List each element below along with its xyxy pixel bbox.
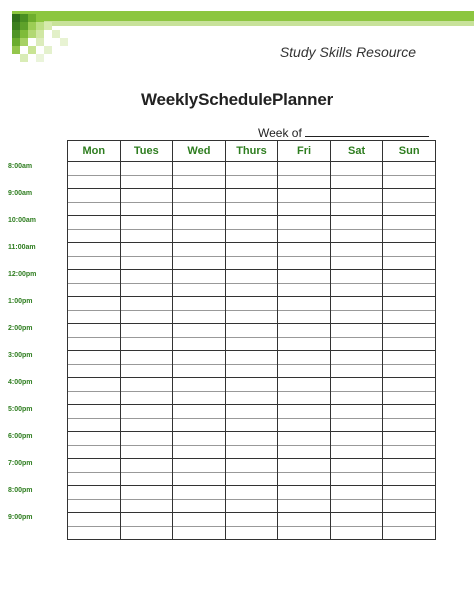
schedule-cell[interactable]: [68, 526, 121, 540]
time-slot-row: [68, 229, 436, 243]
schedule-cell[interactable]: [330, 486, 383, 500]
mosaic-square: [12, 38, 20, 46]
mosaic-square: [12, 46, 20, 54]
schedule-cell[interactable]: [278, 162, 331, 176]
schedule-cell[interactable]: [383, 256, 436, 270]
schedule-cell[interactable]: [330, 283, 383, 297]
time-slot-row: [68, 283, 436, 297]
schedule-cell[interactable]: [278, 337, 331, 351]
time-slot-row: [68, 405, 436, 419]
schedule-cell[interactable]: [68, 364, 121, 378]
schedule-cell[interactable]: [68, 378, 121, 392]
schedule-cell[interactable]: [383, 351, 436, 365]
schedule-cell[interactable]: [120, 337, 173, 351]
schedule-cell[interactable]: [120, 499, 173, 513]
day-header-tues: Tues: [120, 141, 173, 162]
schedule-cell[interactable]: [173, 391, 226, 405]
time-slot-row: [68, 202, 436, 216]
schedule-cell[interactable]: [383, 472, 436, 486]
time-slot-row: [68, 378, 436, 392]
time-label: 8:00pm: [8, 487, 33, 494]
schedule-cell[interactable]: [120, 418, 173, 432]
schedule-cell[interactable]: [278, 513, 331, 527]
time-slot-row: [68, 432, 436, 446]
time-label: 12:00pm: [8, 271, 37, 278]
schedule-cell[interactable]: [68, 256, 121, 270]
time-slot-row: [68, 391, 436, 405]
schedule-cell[interactable]: [225, 513, 278, 527]
schedule-cell[interactable]: [120, 432, 173, 446]
schedule-cell[interactable]: [68, 418, 121, 432]
schedule-cell[interactable]: [278, 445, 331, 459]
time-label: 7:00pm: [8, 460, 33, 467]
schedule-cell[interactable]: [173, 513, 226, 527]
schedule-cell[interactable]: [173, 472, 226, 486]
schedule-cell[interactable]: [173, 432, 226, 446]
schedule-cell[interactable]: [278, 310, 331, 324]
schedule-cell[interactable]: [278, 391, 331, 405]
week-of-label: Week of: [258, 126, 302, 140]
schedule-cell[interactable]: [330, 526, 383, 540]
schedule-cell[interactable]: [120, 391, 173, 405]
schedule-cell[interactable]: [173, 297, 226, 311]
schedule-cell[interactable]: [278, 418, 331, 432]
schedule-cell[interactable]: [173, 283, 226, 297]
schedule-cell[interactable]: [120, 459, 173, 473]
schedule-cell[interactable]: [120, 324, 173, 338]
schedule-cell[interactable]: [68, 499, 121, 513]
mosaic-square: [12, 30, 20, 38]
schedule-cell[interactable]: [120, 162, 173, 176]
schedule-cell[interactable]: [173, 189, 226, 203]
schedule-cell[interactable]: [120, 175, 173, 189]
schedule-cell[interactable]: [383, 216, 436, 230]
schedule-cell[interactable]: [383, 432, 436, 446]
schedule-cell[interactable]: [68, 472, 121, 486]
schedule-cell[interactable]: [120, 243, 173, 257]
schedule-cell[interactable]: [68, 459, 121, 473]
time-slot-row: [68, 486, 436, 500]
time-slot-row: [68, 270, 436, 284]
schedule-cell[interactable]: [330, 405, 383, 419]
schedule-cell[interactable]: [278, 229, 331, 243]
time-label: 5:00pm: [8, 406, 33, 413]
schedule-cell[interactable]: [383, 364, 436, 378]
schedule-cell[interactable]: [330, 364, 383, 378]
schedule-cell[interactable]: [225, 216, 278, 230]
schedule-cell[interactable]: [173, 256, 226, 270]
schedule-cell[interactable]: [68, 270, 121, 284]
schedule-cell[interactable]: [68, 175, 121, 189]
schedule-cell[interactable]: [278, 270, 331, 284]
schedule-cell[interactable]: [383, 310, 436, 324]
schedule-cell[interactable]: [383, 445, 436, 459]
schedule-cell[interactable]: [383, 324, 436, 338]
schedule-cell[interactable]: [383, 175, 436, 189]
schedule-cell[interactable]: [68, 432, 121, 446]
schedule-cell[interactable]: [225, 337, 278, 351]
schedule-cell[interactable]: [173, 175, 226, 189]
schedule-cell[interactable]: [330, 243, 383, 257]
schedule-cell[interactable]: [225, 391, 278, 405]
schedule-cell[interactable]: [225, 486, 278, 500]
schedule-cell[interactable]: [225, 310, 278, 324]
schedule-cell[interactable]: [68, 486, 121, 500]
schedule-cell[interactable]: [68, 324, 121, 338]
schedule-cell[interactable]: [383, 162, 436, 176]
schedule-cell[interactable]: [278, 459, 331, 473]
schedule-cell[interactable]: [225, 405, 278, 419]
time-label: 4:00pm: [8, 379, 33, 386]
schedule-cell[interactable]: [330, 256, 383, 270]
time-slot-row: [68, 351, 436, 365]
schedule-cell[interactable]: [330, 175, 383, 189]
schedule-cell[interactable]: [225, 243, 278, 257]
schedule-cell[interactable]: [173, 351, 226, 365]
schedule-cell[interactable]: [173, 310, 226, 324]
mosaic-square: [20, 54, 28, 62]
time-slot-row: [68, 216, 436, 230]
schedule-cell[interactable]: [68, 189, 121, 203]
schedule-cell[interactable]: [68, 513, 121, 527]
schedule-cell[interactable]: [173, 405, 226, 419]
day-header-thurs: Thurs: [225, 141, 278, 162]
schedule-cell[interactable]: [173, 364, 226, 378]
mosaic-square: [60, 38, 68, 46]
schedule-cell[interactable]: [278, 364, 331, 378]
schedule-cell[interactable]: [225, 499, 278, 513]
mosaic-square: [44, 22, 52, 30]
schedule-cell[interactable]: [68, 243, 121, 257]
schedule-cell[interactable]: [330, 337, 383, 351]
schedule-cell[interactable]: [68, 337, 121, 351]
schedule-cell[interactable]: [278, 189, 331, 203]
schedule-cell[interactable]: [330, 324, 383, 338]
schedule-cell[interactable]: [173, 337, 226, 351]
schedule-cell[interactable]: [383, 513, 436, 527]
day-header-row: [68, 141, 436, 162]
mosaic-square: [12, 14, 20, 22]
schedule-cell[interactable]: [173, 229, 226, 243]
time-label: 11:00am: [8, 244, 36, 251]
schedule-cell[interactable]: [225, 364, 278, 378]
schedule-cell[interactable]: [383, 202, 436, 216]
schedule-cell[interactable]: [278, 351, 331, 365]
mosaic-square: [52, 30, 60, 38]
schedule-cell[interactable]: [278, 283, 331, 297]
schedule-cell[interactable]: [173, 162, 226, 176]
time-slot-row: [68, 472, 436, 486]
schedule-cell[interactable]: [173, 418, 226, 432]
schedule-cell[interactable]: [120, 472, 173, 486]
time-label: 6:00pm: [8, 433, 33, 440]
schedule-cell[interactable]: [330, 162, 383, 176]
time-slot-row: [68, 189, 436, 203]
schedule-cell[interactable]: [278, 243, 331, 257]
schedule-cell[interactable]: [120, 297, 173, 311]
schedule-cell[interactable]: [68, 391, 121, 405]
schedule-cell[interactable]: [120, 526, 173, 540]
schedule-grid: [67, 140, 436, 540]
time-label: 10:00am: [8, 217, 37, 224]
schedule-cell[interactable]: [173, 459, 226, 473]
schedule-cell[interactable]: [120, 283, 173, 297]
schedule-cell[interactable]: [383, 459, 436, 473]
mosaic-square: [44, 46, 52, 54]
schedule-cell[interactable]: [383, 270, 436, 284]
schedule-cell[interactable]: [383, 526, 436, 540]
schedule-cell[interactable]: [120, 270, 173, 284]
schedule-cell[interactable]: [383, 391, 436, 405]
mosaic-square: [20, 14, 28, 22]
schedule-cell[interactable]: [173, 324, 226, 338]
schedule-cell[interactable]: [278, 432, 331, 446]
time-label: 1:00pm: [8, 298, 33, 305]
schedule-cell[interactable]: [383, 337, 436, 351]
schedule-cell[interactable]: [120, 256, 173, 270]
time-slot-row: [68, 297, 436, 311]
mosaic-square: [36, 22, 44, 30]
schedule-cell[interactable]: [225, 445, 278, 459]
mosaic-square: [36, 14, 44, 22]
time-slot-row: [68, 256, 436, 270]
schedule-cell[interactable]: [383, 486, 436, 500]
time-slot-row: [68, 243, 436, 257]
schedule-cell[interactable]: [383, 243, 436, 257]
time-label: 8:00am: [8, 163, 33, 170]
schedule-cell[interactable]: [330, 391, 383, 405]
mosaic-square: [20, 22, 28, 30]
time-slot-row: [68, 162, 436, 176]
day-header-sat: Sat: [330, 141, 383, 162]
schedule-cell[interactable]: [225, 324, 278, 338]
schedule-cell[interactable]: [120, 216, 173, 230]
schedule-cell[interactable]: [225, 162, 278, 176]
schedule-cell[interactable]: [330, 459, 383, 473]
schedule-cell[interactable]: [173, 378, 226, 392]
schedule-cell[interactable]: [225, 175, 278, 189]
schedule-cell[interactable]: [225, 189, 278, 203]
schedule-cell[interactable]: [68, 229, 121, 243]
schedule-cell[interactable]: [120, 513, 173, 527]
schedule-cell[interactable]: [383, 229, 436, 243]
schedule-cell[interactable]: [225, 270, 278, 284]
time-slot-row: [68, 526, 436, 540]
schedule-cell[interactable]: [330, 189, 383, 203]
schedule-cell[interactable]: [278, 324, 331, 338]
day-header-wed: Wed: [173, 141, 226, 162]
time-label: 9:00am: [8, 190, 33, 197]
time-label: 2:00pm: [8, 325, 33, 332]
time-slot-row: [68, 499, 436, 513]
mosaic-square: [36, 54, 44, 62]
schedule-cell[interactable]: [173, 243, 226, 257]
schedule-cell[interactable]: [330, 472, 383, 486]
page-title: WeeklySchedulePlanner: [140, 90, 333, 109]
schedule-cell[interactable]: [225, 256, 278, 270]
time-slot-row: [68, 337, 436, 351]
schedule-cell[interactable]: [173, 486, 226, 500]
day-header-fri: Fri: [278, 141, 331, 162]
time-label: 9:00pm: [8, 514, 33, 521]
schedule-cell[interactable]: [225, 229, 278, 243]
schedule-cell[interactable]: [330, 202, 383, 216]
schedule-cell[interactable]: [278, 472, 331, 486]
schedule-cell[interactable]: [225, 418, 278, 432]
day-header-sun: Sun: [383, 141, 436, 162]
schedule-cell[interactable]: [330, 229, 383, 243]
schedule-cell[interactable]: [173, 270, 226, 284]
day-header-mon: Mon: [68, 141, 121, 162]
schedule-cell[interactable]: [120, 310, 173, 324]
mosaic-square: [36, 30, 44, 38]
time-slot-row: [68, 364, 436, 378]
schedule-cell[interactable]: [68, 162, 121, 176]
schedule-cell[interactable]: [225, 432, 278, 446]
time-label: 3:00pm: [8, 352, 33, 359]
schedule-cell[interactable]: [330, 297, 383, 311]
schedule-cell[interactable]: [68, 297, 121, 311]
schedule-cell[interactable]: [120, 189, 173, 203]
schedule-cell[interactable]: [173, 445, 226, 459]
week-of-field[interactable]: [258, 125, 429, 140]
mosaic-square: [36, 38, 44, 46]
schedule-cell[interactable]: [225, 526, 278, 540]
time-slot-row: [68, 445, 436, 459]
schedule-cell[interactable]: [68, 216, 121, 230]
schedule-cell[interactable]: [225, 283, 278, 297]
mosaic-square: [12, 22, 20, 30]
time-slot-row: [68, 459, 436, 473]
header-mosaic-decoration: [12, 14, 92, 70]
schedule-cell[interactable]: [68, 405, 121, 419]
schedule-cell[interactable]: [68, 283, 121, 297]
schedule-cell[interactable]: [120, 378, 173, 392]
schedule-cell[interactable]: [278, 256, 331, 270]
schedule-cell[interactable]: [278, 499, 331, 513]
schedule-cell[interactable]: [120, 229, 173, 243]
schedule-cell[interactable]: [173, 499, 226, 513]
schedule-cell[interactable]: [225, 202, 278, 216]
schedule-cell[interactable]: [225, 459, 278, 473]
schedule-cell[interactable]: [278, 378, 331, 392]
schedule-cell[interactable]: [68, 351, 121, 365]
schedule-cell[interactable]: [278, 216, 331, 230]
schedule-cell[interactable]: [383, 283, 436, 297]
schedule-cell[interactable]: [330, 378, 383, 392]
schedule-cell[interactable]: [330, 513, 383, 527]
schedule-cell[interactable]: [330, 216, 383, 230]
schedule-cell[interactable]: [173, 216, 226, 230]
schedule-cell[interactable]: [68, 445, 121, 459]
schedule-cell[interactable]: [173, 202, 226, 216]
schedule-cell[interactable]: [330, 351, 383, 365]
schedule-cell[interactable]: [225, 297, 278, 311]
mosaic-square: [28, 30, 36, 38]
schedule-cell[interactable]: [120, 351, 173, 365]
schedule-cell[interactable]: [383, 189, 436, 203]
mosaic-square: [20, 38, 28, 46]
schedule-cell[interactable]: [120, 486, 173, 500]
schedule-cell[interactable]: [120, 364, 173, 378]
schedule-cell[interactable]: [278, 526, 331, 540]
schedule-cell[interactable]: [330, 499, 383, 513]
time-slot-row: [68, 310, 436, 324]
schedule-cell[interactable]: [120, 405, 173, 419]
mosaic-square: [28, 22, 36, 30]
schedule-cell[interactable]: [120, 445, 173, 459]
schedule-cell[interactable]: [383, 405, 436, 419]
schedule-cell[interactable]: [225, 351, 278, 365]
schedule-cell[interactable]: [330, 432, 383, 446]
schedule-cell[interactable]: [278, 486, 331, 500]
time-slot-row: [68, 418, 436, 432]
time-slot-row: [68, 175, 436, 189]
schedule-cell[interactable]: [330, 445, 383, 459]
time-slot-row: [68, 324, 436, 338]
schedule-cell[interactable]: [225, 378, 278, 392]
schedule-cell[interactable]: [278, 202, 331, 216]
schedule-cell[interactable]: [383, 297, 436, 311]
schedule-cell[interactable]: [383, 418, 436, 432]
schedule-cell[interactable]: [225, 472, 278, 486]
schedule-cell[interactable]: [68, 310, 121, 324]
time-slot-row: [68, 513, 436, 527]
schedule-cell[interactable]: [330, 270, 383, 284]
schedule-cell[interactable]: [68, 202, 121, 216]
mosaic-square: [28, 46, 36, 54]
mosaic-square: [28, 14, 36, 22]
mosaic-square: [20, 30, 28, 38]
schedule-cell[interactable]: [330, 418, 383, 432]
schedule-cell[interactable]: [383, 499, 436, 513]
schedule-cell[interactable]: [120, 202, 173, 216]
schedule-cell[interactable]: [278, 297, 331, 311]
schedule-cell[interactable]: [383, 378, 436, 392]
schedule-cell[interactable]: [278, 405, 331, 419]
resource-label: Study Skills Resource: [279, 44, 416, 60]
week-of-blank-line[interactable]: [305, 125, 429, 137]
schedule-cell[interactable]: [330, 310, 383, 324]
schedule-cell[interactable]: [278, 175, 331, 189]
schedule-cell[interactable]: [173, 526, 226, 540]
